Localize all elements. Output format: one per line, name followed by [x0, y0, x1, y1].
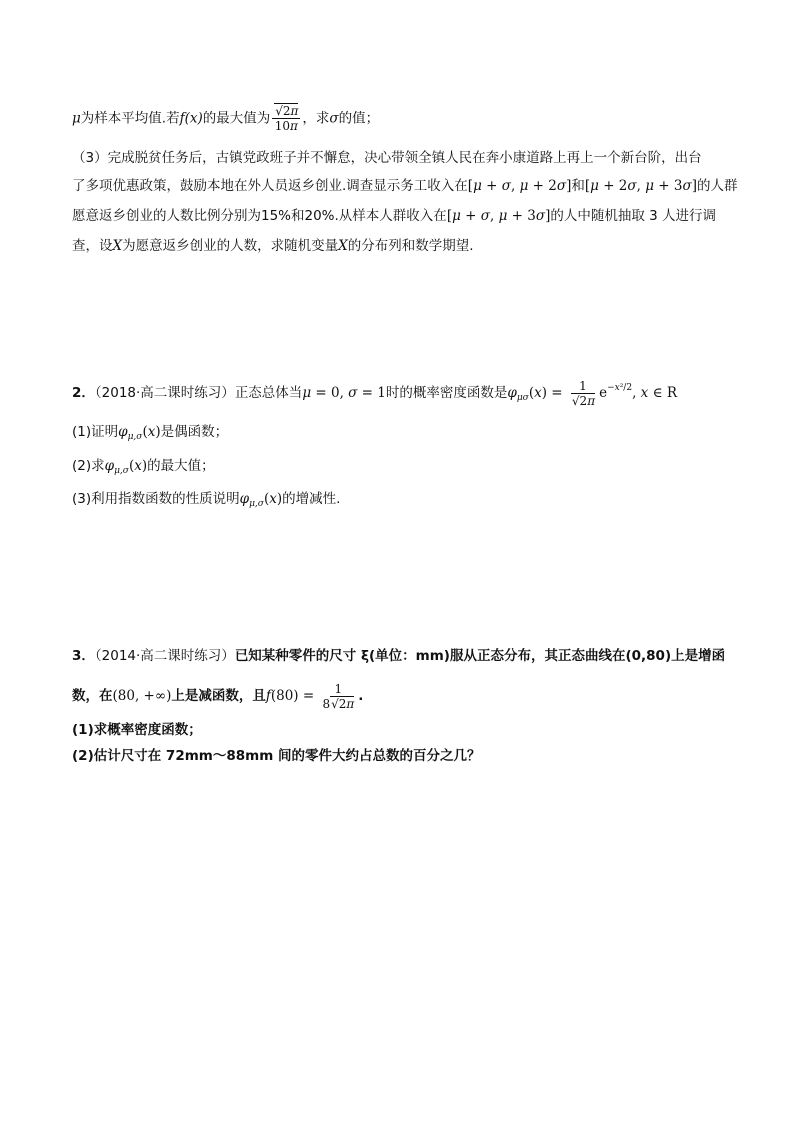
q2-stem: 2．（2018·高二课时练习）正态总体当μ = 0, σ = 1时的概率密度函数是$\varphi_{\mu\sigma}(x)$ = $\frac{1}{√2\pi}$ $e^{-x^2/2}$, x ∈ R	[72, 379, 678, 408]
param-condition: μ = 0, σ = 1	[302, 385, 386, 401]
q3-sub1: (1)求概率密度函数；	[72, 722, 202, 738]
max-value-fraction: $\frac{√2\pi}{10\pi}$	[272, 104, 300, 133]
part3-line2: 了多项优惠政策，鼓励本地在外人员返乡创业.调查显示务工收入在[μ + σ, μ + 2σ]和[μ + 2σ, μ + 3σ]的人群	[72, 178, 738, 194]
q2-sub3: (3)利用指数函数的性质说明$\varphi_{\mu,\sigma}(x)$的增减性.	[72, 491, 341, 509]
interval-3: [μ + σ, μ + 3σ]	[446, 208, 551, 224]
interval-1: [μ + σ, μ + 2σ]	[467, 178, 572, 194]
mu-symbol: μ	[72, 110, 81, 127]
f80-expr: f(80) = $\frac{1}{8√2\pi}$	[265, 682, 355, 711]
interval-80-inf: (80, +∞)	[112, 688, 172, 704]
q3-stem-line2: 数，在(80, +∞)上是减函数，且f(80) = $\frac{1}{8√2\pi}$ .	[72, 682, 364, 711]
f-x-expr: f(x)	[179, 110, 203, 127]
density-formula: $\varphi_{\mu\sigma}(x)$ = $\frac{1}{√2\pi}$ $e^{-x^2/2}$, x ∈ R	[507, 379, 678, 408]
part1-line1: μ为样本平均值.若f(x)的最大值为 $\frac{√2\pi}{10\pi}$ ，求σ的值；	[72, 104, 380, 133]
part3-line1: （3）完成脱贫任务后，古镇党政班子并不懈怠，决心带领全镇人民在奔小康道路上再上一个新台阶，出台	[72, 150, 702, 166]
q2-sub1: (1)证明$\varphi_{\mu,\sigma}(x)$是偶函数；	[72, 424, 229, 442]
q3-stem-line1: 3．（2014·高二课时练习）已知某种零件的尺寸 ξ(单位：mm)服从正态分布，其正态曲线在(0,80)上是增函	[72, 648, 726, 664]
sigma-symbol: σ	[329, 110, 339, 127]
part3-line4: 查，设X为愿意返乡创业的人数，求随机变量X的分布列和数学期望.	[72, 238, 474, 254]
interval-2: [μ + 2σ, μ + 3σ]	[584, 178, 697, 194]
q2-sub2: (2)求$\varphi_{\mu,\sigma}(x)$的最大值；	[72, 458, 215, 476]
part3-line3: 愿意返乡创业的人数比例分别为15%和20%.从样本人群收入在[μ + σ, μ + 3σ]的人中随机抽取 3 人进行调	[72, 208, 717, 224]
q3-sub2: (2)估计尺寸在 72mm～88mm 间的零件大约占总数的百分之几？	[72, 748, 481, 764]
